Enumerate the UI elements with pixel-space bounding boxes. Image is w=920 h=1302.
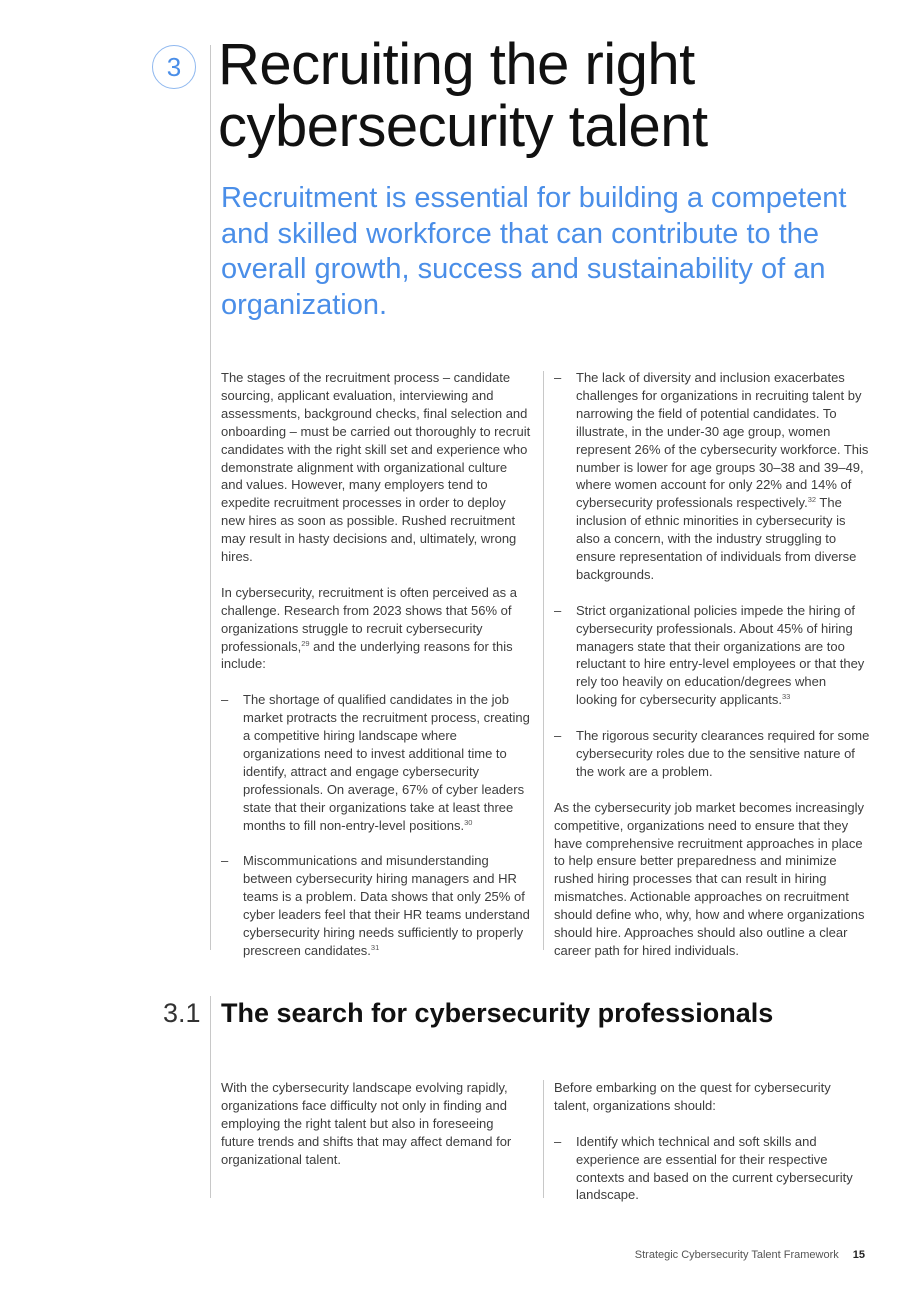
bullet-dash: –: [554, 602, 562, 618]
section-right-column: [554, 1079, 854, 1222]
page-number: 15: [852, 1249, 865, 1261]
reason-item: – Strict organizational policies impede the hiring of cybersecurity professionals. About 45% of hiring managers state that their organizations are too reluctant to hire entry-level employees or that they rely too heavily on education/degrees when looking for cybersecurity applicants.$^{33}$: [554, 602, 865, 708]
intro-paragraph-1: The stages of the recruitment process – candidate sourcing, applicant evaluation, interviewing and assessments, background checks, final selection and onboarding – must be carried out thoroughly to recruit candidates with the right skill set and experience who demonstrate alignment with organizational culture and values. However, many employers tend to expedite recruitment processes in order to deploy new hires as soon as possible. Rushed recruitment may result in hasty decisions and, ultimately, wrong hires.: [221, 370, 531, 565]
reason-item: – The lack of diversity and inclusion exacerbates challenges for organizations in recruiting talent by narrowing the field of potential candidates. To illustrate, in the under-30 age group, women represent 26% of the cybersecurity workforce. This number is lower for age groups 30–38 and 39–49, where women account for only 22% and 14% of cybersecurity professionals respectively.$^{32}$ The inclusion of ethnic minorities in cybersecurity is also a concern, with the industry struggling to ensure representation of individuals from diverse backgrounds.: [554, 370, 869, 582]
conclusion-paragraph: As the cybersecurity job market becomes increasingly competitive, organizations need to ensure that they have comprehensive recruitment approaches in place to help ensure better preparedness and minimize rushed hiring processes that can result in hiring mismatches. Actionable approaches on recruitment should define who, why, how and where organizations should hire. Approaches should also outline a clear career path for hired individuals.: [554, 799, 865, 958]
section-paragraph-2: Before embarking on the quest for cybersecurity talent, organizations should:: [554, 1080, 831, 1113]
section-number: 3.1: [163, 998, 201, 1028]
title-line-1: Recruiting the right: [218, 32, 695, 97]
section-bullet-item: – Identify which technical and soft skills and experience are essential for their respective contexts and based on the current cybersecurity landscape.: [554, 1133, 853, 1203]
chapter-divider-line: [210, 45, 211, 950]
section-paragraph-1: With the cybersecurity landscape evolving rapidly, organizations face difficulty not only in finding and employing the right talent but also in foreseeing future trends and shifts that may affect demand for organizational talent.: [221, 1080, 512, 1167]
left-column: [221, 369, 531, 978]
footnote-ref: 30: [464, 817, 473, 827]
page-title: [218, 34, 898, 158]
bullet-dash: –: [554, 1133, 562, 1149]
footer-doc-title: Strategic Cybersecurity Talent Framework: [634, 1249, 839, 1261]
title-line-2: cybersecurity talent: [218, 94, 708, 159]
footnote-ref: 33: [781, 692, 791, 702]
bullet-dash: –: [554, 370, 562, 385]
bullet-dash: –: [554, 728, 562, 744]
column-divider-line: [543, 371, 544, 950]
section-title: The search for cybersecurity professionals: [221, 998, 774, 1028]
reason-item: – The shortage of qualified candidates in the job market protracts the recruitment process, creating a competitive hiring landscape where organizations need to invest additional time to identify, attract and engage cybersecurity professionals. On average, 67% of cyber leaders state that their organizations take at least three months to fill non-entry-level positions.$^{30}$: [221, 692, 530, 833]
reason-item: – The rigorous security clearances required for some cybersecurity roles due to the sensitive nature of the work are a problem.: [554, 728, 870, 779]
chapter-subtitle: Recruitment is essential for building a competent and skilled workforce that can contribute to the overall growth, success and sustainability of an organization.: [221, 182, 847, 321]
bullet-dash: –: [221, 692, 229, 708]
footnote-ref: 29: [301, 638, 310, 648]
footnote-ref: 32: [807, 495, 817, 505]
chapter-number: 3: [166, 52, 182, 82]
bullet-dash: –: [221, 853, 229, 869]
page-footer: [635, 1248, 865, 1262]
right-column: [554, 369, 870, 978]
section-divider-line: [210, 996, 211, 1198]
reason-item: – Miscommunications and misunderstanding between cybersecurity hiring managers and HR teams is a problem. Data shows that only 25% of cyber leaders feel that their HR teams understand cybersecurity hiring needs sufficiently to properly prescreen candidates.$^{31}$: [221, 853, 530, 958]
chapter-number-badge: [152, 45, 196, 89]
intro-paragraph-2: In cybersecurity, recruitment is often perceived as a challenge. Research from 2023 shows that 56% of organizations struggle to recruit cybersecurity professionals,$^{29}$ and the underlying reasons for this include:: [221, 584, 517, 672]
section-left-column: [221, 1079, 526, 1186]
footnote-ref: 31: [370, 942, 380, 952]
section-column-divider: [543, 1080, 544, 1198]
